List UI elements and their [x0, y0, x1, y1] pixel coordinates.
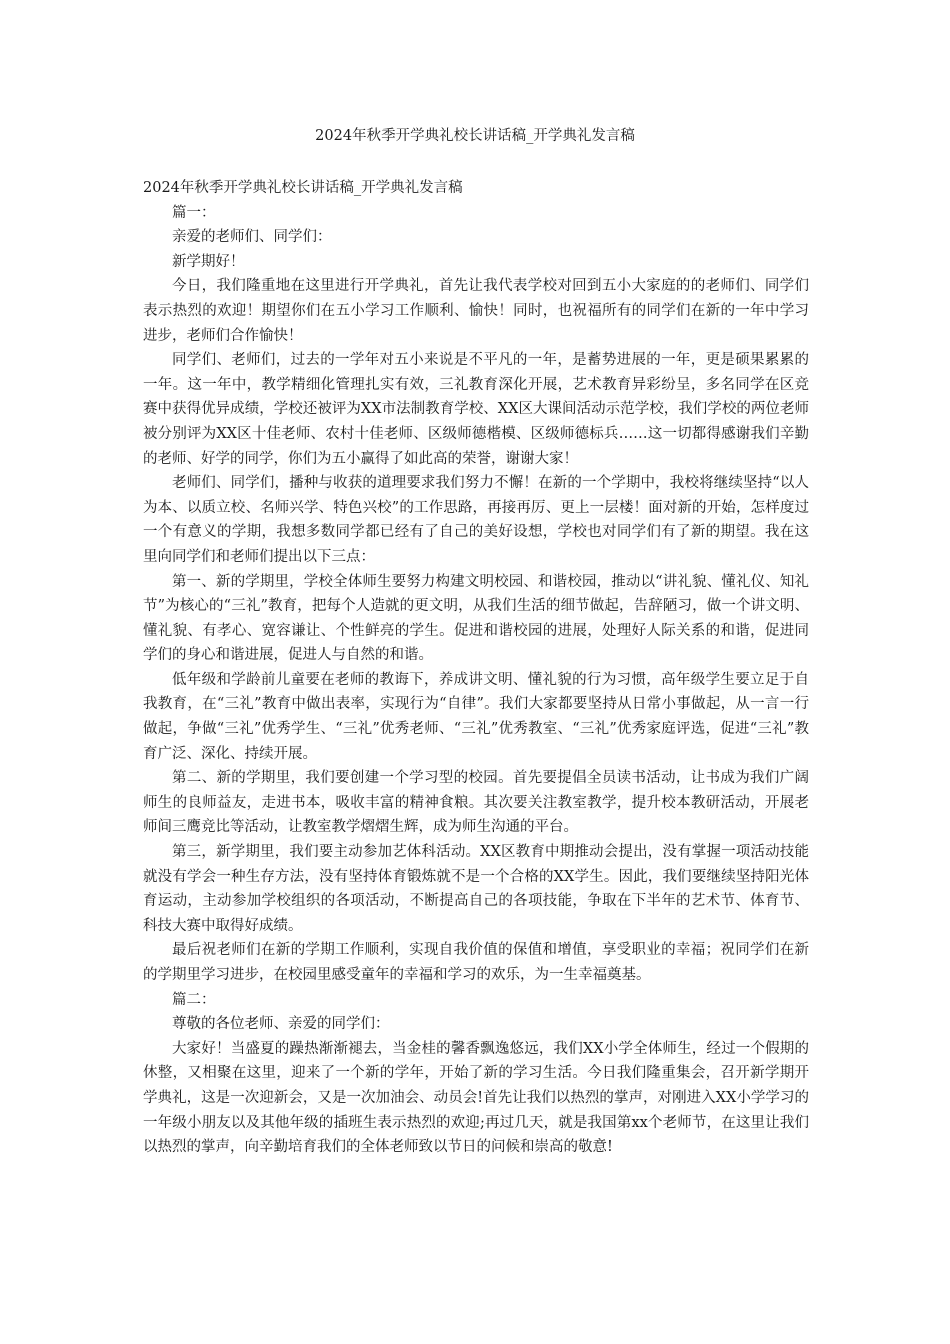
paragraph: 第一、新的学期里，学校全体师生要努力构建文明校园、和谐校园，推动以“讲礼貌、懂礼仪、知礼节”为核心的“三礼”教育，把每个人造就的更文明，从我们生活的细节做起，告辞陋习，做一个讲文明、懂礼貌、有孝心、宽容谦让、个性鲜亮的学生。促进和谐校园的进展，处理好人际关系的和谐，促进同学们的身心和谐进展，促进人与自然的和谐。 [143, 573, 809, 664]
paragraph: 大家好！当盛夏的躁热渐渐褪去，当金桂的馨香飘逸悠远，我们XX小学全体师生，经过一个假期的休整，又相聚在这里，迎来了一个新的学年，开始了新的学习生活。今日我们隆重集会，召开新学期开学典礼，这是一次迎新会，又是一次加油会、动员会!首先让我们以热烈的掌声，对刚进入XX小学学习的一年级小朋友以及其他年级的插班生表示热烈的欢迎;再过几天，就是我国第xx个老师节，在这里让我们以热烈的掌声，向辛勤培育我们的全体老师致以节日的问候和崇高的敬意! [143, 1040, 809, 1156]
paragraph: 最后祝老师们在新的学期工作顺利，实现自我价值的保值和增值，享受职业的幸福；祝同学们在新的学期里学习进步，在校园里感受童年的幸福和学习的欢乐，为一生幸福奠基。 [143, 942, 809, 983]
paragraph: 第三，新学期里，我们要主动参加艺体科活动。XX区教育中期推动会提出，没有掌握一项活动技能就没有学会一种生存方法，没有坚持体育锻炼就不是一个合格的XX学生。因此，我们要继续坚持阳光体育运动，主动参加学校组织的各项活动，不断提高自己的各项技能，争取在下半年的艺术节、体育节、科技大赛中取得好成绩。 [143, 844, 809, 934]
paragraph: 篇二： [172, 991, 216, 1008]
paragraph: 2024年秋季开学典礼校长讲话稿_开学典礼发言稿 [143, 180, 463, 196]
paragraph: 低年级和学龄前儿童要在老师的教诲下，养成讲文明、懂礼貌的行为习惯，高年级学生要立足于自我教育，在“三礼”教育中做出表率，实现行为“自律”。我们大家都要坚持从日常小事做起，从一言一行做起，争做“三礼”优秀学生、“三礼”优秀老师、“三礼”优秀教室、“三礼”优秀家庭评选，促进“三礼”教育广泛、深化、持续开展。 [143, 671, 809, 762]
paragraph: 同学们、老师们，过去的一学年对五小来说是不平凡的一年，是蓄势进展的一年，更是硕果累累的一年。这一年中，教学精细化管理扎实有效，三礼教育深化开展，艺术教育异彩纷呈，多名同学在区竞赛中获得优异成绩，学校还被评为XX市法制教育学校、XX区大课间活动示范学校，我们学校的两位老师被分别评为XX区十佳老师、农村十佳老师、区级师德楷模、区级师德标兵……这一切都得感谢我们辛勤的老师、好学的同学，你们为五小赢得了如此高的荣誉，谢谢大家！ [143, 352, 809, 467]
paragraph: 第二、新的学期里，我们要创建一个学习型的校园。首先要提倡全员读书活动，让书成为我们广阔师生的良师益友，走进书本，吸收丰富的精神食粮。其次要关注教室教学，提升校本教研活动，开展老师间三鹰竞比等活动，让教室教学熠熠生辉，成为师生沟通的平台。 [143, 770, 809, 836]
paragraph: 篇一： [172, 204, 216, 221]
document-title: 2024年秋季开学典礼校长讲话稿_开学典礼发言稿 [315, 128, 635, 144]
paragraph: 老师们、同学们，播种与收获的道理要求我们努力不懈！在新的一个学期中，我校将继续坚持“以人为本、以质立校、名师兴学、特色兴校”的工作思路，再接再厉、更上一层楼！面对新的开始，怎样度过一个有意义的学期，我想多数同学都已经有了自己的美好设想，学校也对同学们有了新的期望。我在这里向同学们和老师们提出以下三点： [143, 475, 809, 565]
paragraph: 新学期好！ [172, 253, 245, 270]
paragraph: 亲爱的老师们、同学们： [172, 229, 332, 246]
document-body [143, 176, 809, 1160]
paragraph: 尊敬的各位老师、亲爱的同学们： [172, 1016, 390, 1033]
paragraph: 今日，我们隆重地在这里进行开学典礼，首先让我代表学校对回到五小大家庭的的老师们、同学们表示热烈的欢迎！期望你们在五小学习工作顺利、愉快！同时，也祝福所有的同学们在新的一年中学习进步，老师们合作愉快！ [143, 278, 809, 344]
